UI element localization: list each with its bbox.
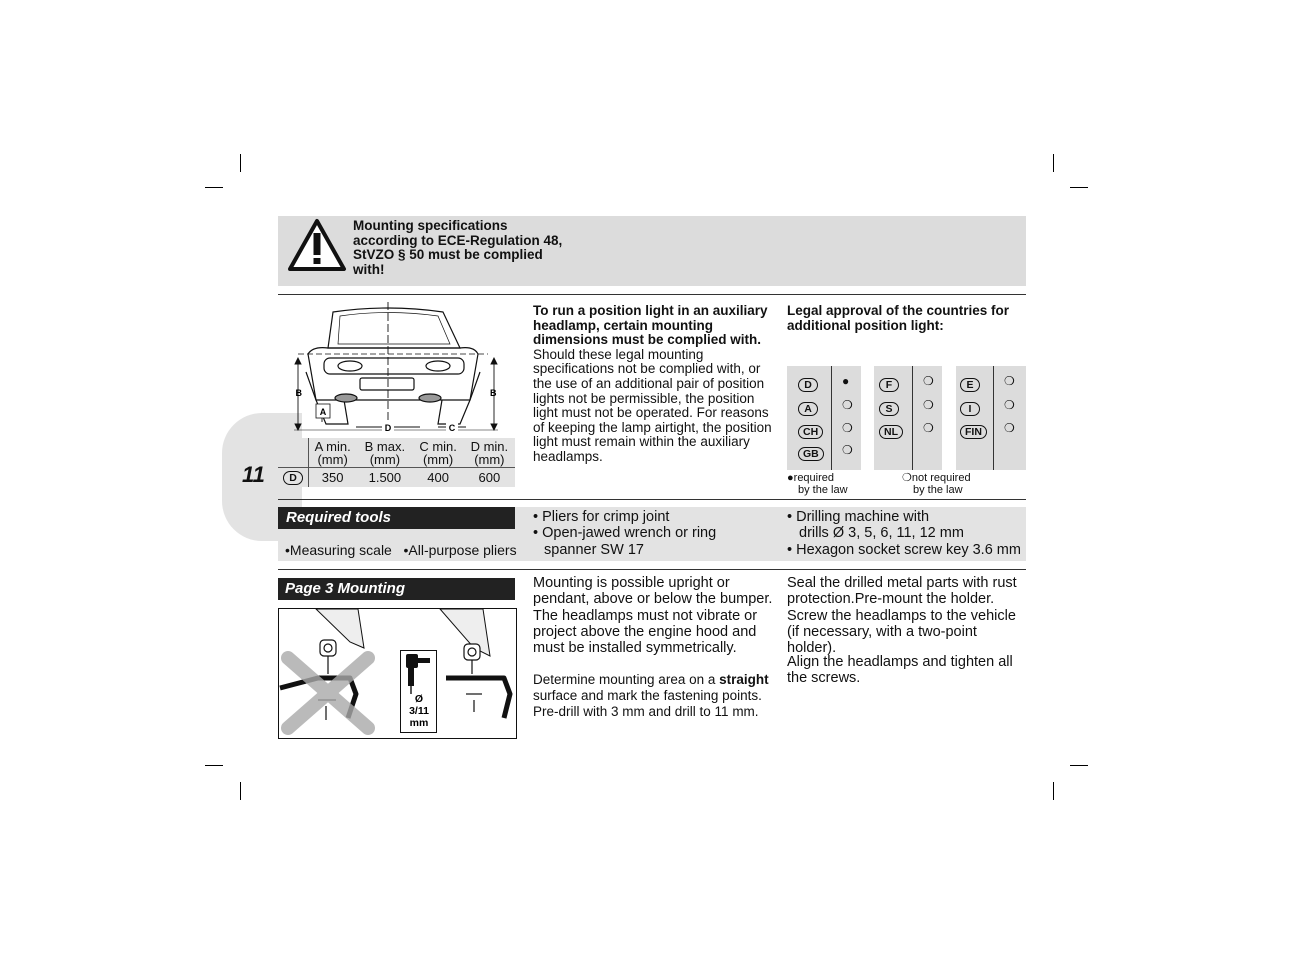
mounting-text-2: Determine mounting area on a straight surface and mark the fastening points. Pre-drill with 3 mm and drill to 11 mm. [533,672,769,719]
dim-label-c: C [448,423,456,433]
drill-size-label: Ø [414,693,424,705]
country-badge: S [879,402,899,416]
country-badge: CH [798,425,823,439]
approval-mark: ❍ [842,398,853,412]
dim-label-a: A [319,407,327,417]
dim-label-b: B [295,388,302,398]
tools-right: • Drilling machine with drills Ø 3, 5, 6, 11, 12 mm • Hexagon socket screw key 3.6 mm [787,509,1021,558]
approval-mark: ❍ [923,374,934,388]
dims-cell: 1.500 [368,469,402,485]
crop-mark [1053,782,1054,800]
dims-header: B max. (mm) [364,438,406,467]
mounting-heading: Page 3 Mounting [278,578,515,600]
dims-cell: 600 [478,469,501,485]
mounting-illustration [278,608,517,739]
crop-mark [240,154,241,172]
approval-mark: ❍ [1004,374,1015,388]
warning-text: Mounting specifications according to ECE-Regulation 48, StVZO § 50 must be complied with! [353,218,563,277]
country-badge: GB [798,447,824,461]
section-divider [278,569,1026,570]
country-badge: I [960,402,980,416]
country-badge: D [283,471,303,485]
crop-mark [1070,187,1088,188]
legend-not-required: ❍not required by the law [902,472,971,496]
approval-mark: ❍ [923,421,934,435]
country-badge: D [798,378,818,392]
dims-header: D min. (mm) [470,438,509,467]
approval-mark: ❍ [1004,398,1015,412]
country-badge: E [960,378,980,392]
position-light-text: To run a position light in an auxiliary headlamp, certain mounting dimensions must be complied with. Should these legal mounting specifications not be complied with, or the use of an additional pair of position lights not be permissible, the position light must not be operated. For reasons of keeping the lamp airtight, the position light must remain within the auxiliary headlamps. [533,303,772,464]
tools-left: •Measuring scale •All-purpose pliers [285,542,517,558]
mounting-text-1: Mounting is possible upright or pendant, above or below the bumper. The headlamps must not vibrate or project above the engine hood and must be installed symmetrically. [533,575,773,657]
legend-required: ●required by the law [787,472,848,496]
dims-cell: 350 [321,469,344,485]
mounting-text-3: Seal the drilled metal parts with rust protection.Pre-mount the holder. Screw the headlamps to the vehicle (if necessary, with a two-point holder). [787,575,1017,657]
crop-mark [240,782,241,800]
car-front-diagram [288,300,506,436]
dims-cell: 400 [427,469,449,485]
country-badge: F [879,378,899,392]
page-number: 11 [242,462,265,487]
dims-header: A min. (mm) [314,438,351,467]
country-badge: A [798,402,818,416]
dims-header: C min. (mm) [419,438,457,467]
approval-mark: ● [842,374,850,388]
warning-icon [287,218,347,272]
dim-label-d: D [384,423,392,433]
drill-size-label: 3/11 [409,705,429,717]
drill-size-label: mm [409,717,429,729]
approval-mark: ❍ [842,443,853,457]
tools-heading: Required tools [278,507,515,529]
crop-mark [1053,154,1054,172]
tools-middle: • Pliers for crimp joint • Open-jawed wrench or ring spanner SW 17 [533,509,717,558]
approval-mark: ❍ [923,398,934,412]
dim-label-b: B [490,388,497,398]
approval-mark: ❍ [1004,421,1015,435]
dims-table [278,438,515,487]
country-badge: FIN [960,425,987,439]
crop-mark [205,187,223,188]
country-badge: NL [879,425,903,439]
crop-mark [205,765,223,766]
approval-mark: ❍ [842,421,853,435]
mounting-text-4: Align the headlamps and tighten all the screws. [787,654,1013,687]
crop-mark [1070,765,1088,766]
section-divider [278,294,1026,295]
section-divider [278,499,1026,500]
legal-title: Legal approval of the countries for additional position light: [787,303,1010,333]
